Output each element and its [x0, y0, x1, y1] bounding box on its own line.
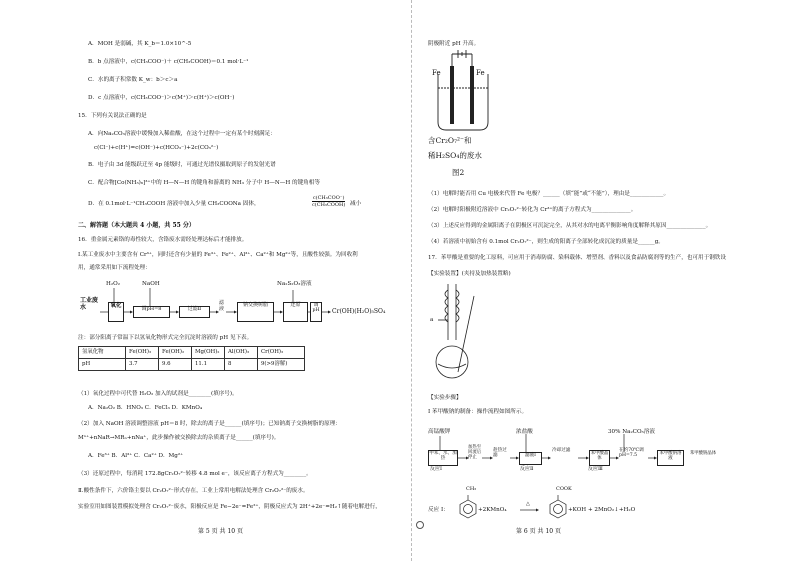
question-16: 16．重金属元素铬的毒性较大，含铬废水需经处理达标后才能排放。: [78, 237, 248, 243]
q16-ii-3: （3）上述反应得到的金属阳离子在阴极区可沉淀完全，从其对水的电离平衡影响角度解释其原因______________。: [428, 223, 712, 229]
reaction-lhs: +2KMnO₄: [478, 507, 507, 513]
figure-caption: 图2: [452, 168, 465, 177]
table-cell: Fe(OH)₃: [126, 347, 159, 359]
option-14d: D．c 点溶液中，c(CH₃COO⁻)＞c(M⁺)＞c(H⁺)＞c(OH⁻): [88, 95, 235, 101]
cook-label: COOK: [556, 486, 572, 492]
solution-label-1: 含Cr₂O₇²⁻和: [428, 136, 472, 145]
table-cell: 氢氧化物: [79, 347, 126, 359]
flow2-reaction2: 反应Ⅱ: [520, 466, 534, 472]
flow-filtrate: 滤液: [219, 300, 225, 312]
page-number-left: 第 5 页 共 10 页: [198, 528, 243, 535]
page-divider: [411, 0, 412, 561]
reflux-apparatus-diagram: [428, 280, 528, 380]
flow2-adjust: 在约70℃调pH=7.5: [619, 448, 644, 459]
flow-adjust-ph8: 调pH=8: [133, 306, 170, 318]
q16-3: （3）还原过程中，每消耗 172.8gCr₂O₇²⁻转移 4.8 mol e⁻，该反应离子方程式为________。: [78, 471, 312, 477]
q16-2-cont: Mⁿ⁺+nNaR→MRₙ+nNa⁺，此步操作被交换除去的杂质离子是______(填序号)。: [78, 435, 280, 441]
solution-label-2: 稀H₂SO₄的废水: [428, 151, 482, 160]
reagent-naoh: NaOH: [142, 281, 160, 287]
q16-1-options: A．Na₂O₂ B．HNO₃ C．FeCl₃ D．KMnO₄: [88, 405, 203, 411]
fe-right-label: Fe: [476, 69, 485, 77]
reagent-na2s2o3: Na₂S₂O₃溶液: [277, 281, 312, 287]
apparatus-label-a: a: [430, 317, 434, 323]
table-cell: Cr(OH)₃: [258, 347, 305, 359]
q16-part2-end: 阴极附近 pH 升高。: [428, 41, 480, 47]
table-cell: Al(OH)₃: [225, 347, 258, 359]
reaction-rhs: +KOH + 2MnO₂↓+H₂O: [568, 507, 636, 513]
flow2-crystal: 苯甲酸晶体: [589, 450, 610, 466]
flow2-reaction1: 反应Ⅰ: [430, 466, 442, 472]
flow2-filtrate: 滤液Ⅰ: [519, 452, 542, 465]
table-cell: 9(>9溶解): [258, 359, 305, 371]
q16-1: （1）氧化过程中可代替 H₂O₂ 加入的试剂是________(填序号)。: [78, 391, 238, 397]
electrode-left: [450, 66, 454, 124]
table-cell: 8: [225, 359, 258, 371]
table-cell: 11.1: [192, 359, 225, 371]
q16-part2-cont: 实验室用如图装置模拟处理含 Cr₂O₇²⁻废水，阳极反应是 Fe−2e⁻=Fe²⁺，阴极反应式为 2H⁺+2e⁻=H₂↑随着电解进行，: [78, 504, 381, 510]
reagent-kmno4: 高锰酸钾: [428, 429, 451, 435]
q16-part1: Ⅰ.某工业废水中主要含有 Cr³⁺，同时还含有少量的 Fe³⁺、Fe²⁺、Al³⁺、Ca²⁺和 Mg²⁺等，且酸性较强。为回收利: [78, 252, 358, 258]
q16-ii-4: （4）若溶液中初始含有 0.1mol Cr₂O₇²⁻，则生成的阳离子全部转化成沉淀的质量是______g。: [428, 239, 664, 245]
section-heading: 二、解答题（本大题共 4 小题，共 55 分）: [78, 222, 195, 229]
table-cell: 9.6: [159, 359, 192, 371]
option-15c: C．配合物[Co(NH₃)₆]³⁺中的 H—N—H 的键角和游离的 NH₃ 分子中 H—N—H 的键角相等: [88, 180, 320, 186]
table-row: [79, 359, 305, 371]
reaction-arrow: [520, 507, 540, 513]
q16-2: （2）加入 NaOH 溶液调整溶液 pH＝8 时，除去的离子是______(填序号)；已知钠离子交换树脂的原理：: [78, 421, 341, 427]
flow2-final: 苯甲酸钠晶体: [689, 451, 717, 456]
reaction-1-label: 反应 I：: [428, 507, 449, 513]
flow2-cool-filter: 冷却过滤: [552, 448, 571, 453]
option-15d: D．在 0.1mol·L⁻¹CH₃COOH 溶液中加入少量 CH₃COONa 固体，: [88, 201, 260, 207]
flow-oxidize: 氧化: [108, 302, 124, 322]
right-page: [428, 0, 744, 561]
question-17: 17．苯甲酸是重要的化工原料，可应用于消毒防腐、染料载体、增塑剂、香料以及食品防腐剂等的生产，也可用于钢铁设: [428, 255, 726, 261]
flow-filter2: 过滤Ⅱ: [179, 306, 210, 318]
flow2-hot-filter: 趁热过滤: [493, 448, 507, 459]
table-cell: pH: [79, 359, 126, 371]
flow2-toluene: 甲苯、水、加热: [428, 450, 458, 466]
fraction-numerator: c(CH₃COO⁻): [312, 195, 345, 201]
q16-2-options: A．Fe³⁺ B．Al³⁺ C．Ca²⁺ D．Mg²⁺: [88, 453, 184, 459]
reagent-na2co3: 30% Na₂CO₃溶液: [608, 429, 655, 435]
table-row: [79, 347, 305, 359]
flowchart-arrows: [78, 276, 394, 336]
option-14a: A．MOH 是弱碱，其 K_b＝1.0×10^-5: [88, 41, 192, 47]
table-cell: 3.7: [126, 359, 159, 371]
page-number-right: 第 6 页 共 10 页: [516, 528, 561, 535]
flow2-reflux: 加热至回流后停止: [468, 445, 482, 460]
option-15a: A．向Na₂CO₃溶液中缓慢加入稀盐酸，在这个过程中一定有某个时刻满足：: [88, 131, 276, 137]
option-15b: B．电子由 3d 能级跃迁至 4p 能级时，可通过光谱仪摄取到原子的发射光谱: [88, 162, 276, 168]
steps-heading: 【实验步骤】: [428, 395, 462, 401]
flow-resin: 钠交换树脂: [237, 302, 274, 322]
option-14c: C．水的离子积常数 K_w：b＞c＞a: [88, 77, 178, 83]
flow-waste: 工业废水: [80, 297, 99, 311]
flow2-reaction3: 反应Ⅲ: [588, 466, 603, 472]
q16-part1-cont: 用，通常采用如下流程处理：: [78, 265, 151, 271]
table-cell: Mg(OH)₂: [192, 347, 225, 359]
step-1: Ⅰ 苯甲酸钠的制备：操作流程如图所示。: [428, 409, 528, 415]
fraction-denominator: c(CH₃COOH): [312, 202, 346, 209]
option-15a-eq: c(Cl⁻)+c(H⁺)=c(OH⁻)+c(HCO₃⁻)+2c(CO₃²⁻): [94, 145, 219, 151]
left-page: [78, 0, 394, 561]
option-15d-tail: 减小: [350, 201, 362, 207]
table-note: 注：部分阳离子常温下以氢氧化物形式完全沉淀时溶液的 pH 见下表。: [78, 335, 253, 341]
benzene-ring-toluene: [460, 500, 476, 518]
table-cell: Fe(OH)₂: [159, 347, 192, 359]
electrode-right: [470, 66, 474, 124]
option-14b: B．b 点溶液中，c(CH₃COO⁻)＋ c(CH₃COOH)＝0.1 mol·L⁻¹: [88, 59, 249, 65]
flow-product: Cr(OH)(H₂O)₅SO₄: [332, 308, 386, 315]
fraction: [312, 195, 345, 209]
flow-adjust-ph: 调pH: [310, 302, 322, 322]
reagent-hcl: 浓盐酸: [516, 429, 533, 435]
reaction-condition: △: [526, 501, 530, 507]
flow2-solution: 苯甲酸钠溶液: [657, 450, 684, 466]
ph-table: [78, 346, 305, 371]
binding-hole-icon: [416, 521, 424, 529]
ch3-label: CH₃: [466, 486, 477, 492]
q16-ii-2: （2）电解时阳极附近溶液中 Cr₂O₇²⁻转化为 Cr³⁺的离子方程式为______________。: [428, 207, 637, 213]
benzene-ring-benzoate: [550, 500, 566, 518]
fe-left-label: Fe: [432, 69, 441, 77]
flow-reduce: 还原: [283, 302, 308, 322]
q16-part2: Ⅱ.酸性条件下，六价铬主要以 Cr₂O₇²⁻形式存在，工业上常用电解法处理含 Cr₂O₇²⁻的废水。: [78, 488, 309, 494]
apparatus-heading: 【实验装置】(夹持及加热装置略): [428, 271, 511, 277]
question-15: 15．下列有关说法正确的是: [78, 113, 147, 119]
q16-ii-1: （1）电解时能否用 Cu 电极来代替 Fe 电极？______（填“能”或“不能”），理由是____________。: [428, 191, 670, 197]
reagent-h2o2: H₂O₂: [106, 281, 120, 287]
